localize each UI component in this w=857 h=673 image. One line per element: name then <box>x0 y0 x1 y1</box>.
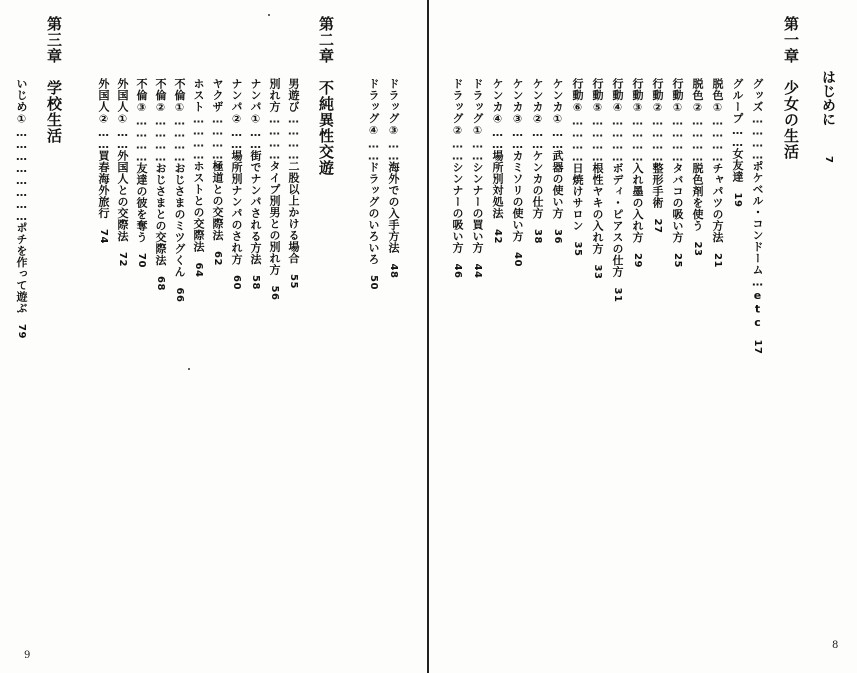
toc-entry-label: 行動② <box>651 78 664 115</box>
toc-entry-page: 48 <box>388 263 399 279</box>
page-number-left: 9 <box>24 650 31 661</box>
toc-entry-topic: 入れ墨の入れ方 <box>631 162 644 243</box>
leader-dots: ………… <box>173 114 186 163</box>
toc-entry <box>652 78 663 233</box>
toc-entry <box>250 78 261 290</box>
toc-entry-topic: 場所別ナンパのされ方 <box>230 150 243 265</box>
toc-entry-label: 不倫① <box>173 78 186 115</box>
toc-entry-label: 不倫③ <box>135 78 148 115</box>
toc-entry-page: 62 <box>212 251 223 266</box>
leader-dots: …… <box>491 126 504 150</box>
toc-entry-page: 42 <box>492 229 503 244</box>
toc-entry <box>98 78 109 244</box>
toc-entry-page: 70 <box>136 253 147 268</box>
toc-entry-label: ケンカ② <box>531 78 544 126</box>
stray-mark <box>268 14 270 16</box>
toc-entry-page: 23 <box>692 241 703 257</box>
leader-dots: ………… <box>691 114 704 163</box>
toc-entry-topic: 整形手術 <box>651 162 664 209</box>
leader-dots: ………… <box>192 112 205 161</box>
leader-dots: …… <box>731 124 744 148</box>
toc-entry-label: 行動④ <box>611 78 624 115</box>
intro-page: 7 <box>823 156 834 163</box>
leader-dots: ………… <box>631 114 644 163</box>
toc-entry-label: ケンカ① <box>551 78 564 126</box>
leader-dots: …… <box>387 137 400 162</box>
toc-entry-label: ナンパ② <box>230 78 243 126</box>
toc-entry <box>492 78 503 244</box>
leader-dots: ………… <box>651 114 664 163</box>
toc-entry <box>732 78 743 207</box>
toc-entry-page: 31 <box>612 287 623 303</box>
stray-mark <box>188 368 190 370</box>
toc-entry-label: ケンカ③ <box>511 78 524 126</box>
toc-entry-label: 脱色① <box>711 78 724 115</box>
toc-entry <box>592 78 603 279</box>
toc-entry <box>572 78 583 256</box>
toc-entry-label: 別れ方 <box>268 78 281 113</box>
toc-entry-label: 外国人② <box>97 78 110 126</box>
toc-entry-label: ホスト <box>192 78 205 113</box>
leader-dots: ………… <box>571 114 584 163</box>
toc-entry-page: 33 <box>592 264 603 280</box>
toc-entry <box>16 78 27 339</box>
right-page <box>430 0 857 673</box>
toc-entry-label: 男遊び <box>287 78 300 113</box>
toc-entry <box>632 78 643 268</box>
toc-entry-page: 21 <box>712 253 723 268</box>
toc-entry-label: ヤクザ <box>211 78 224 113</box>
leader-dots: ………… <box>268 112 281 161</box>
toc-entry-page: 56 <box>269 285 280 301</box>
toc-entry-page: 38 <box>532 229 543 244</box>
toc-entry <box>512 78 523 267</box>
leader-dots: ………… <box>751 112 764 161</box>
toc-entry <box>612 78 623 302</box>
toc-entry-topic: シンナーの買い方 <box>471 161 484 254</box>
toc-entry <box>672 78 683 268</box>
toc-entry-label: 行動③ <box>631 78 644 115</box>
toc-entry-page: 17 <box>752 339 763 355</box>
intro-entry <box>820 70 836 163</box>
toc-entry-topic: ケンカの仕方 <box>531 150 544 219</box>
leader-dots: …… <box>230 126 243 150</box>
toc-entry <box>193 78 204 277</box>
toc-entry-page: 55 <box>288 274 299 289</box>
toc-entry-topic: 外国人との交際法 <box>116 150 129 242</box>
toc-entry-page: 19 <box>732 192 743 208</box>
toc-entry-label: ケンカ④ <box>491 78 504 126</box>
chapter1-heading: 第一章 <box>782 16 800 64</box>
leader-dots: ………… <box>671 114 684 163</box>
toc-entry <box>136 78 147 268</box>
leader-dots: …………………… <box>15 126 28 222</box>
toc-entry-page: 44 <box>472 263 483 279</box>
toc-entry-label: 行動① <box>671 78 684 115</box>
toc-entry-topic: おじさまのミツグくん <box>173 162 186 278</box>
toc-entry-topic: 脱色剤を使う <box>691 162 704 232</box>
toc-entry-label: 脱色② <box>691 78 704 115</box>
leader-dots: …… <box>116 126 129 150</box>
leader-dots: ………… <box>591 114 604 163</box>
leader-dots: ………… <box>211 112 224 161</box>
leader-dots: …… <box>551 126 564 150</box>
chapter2-title: 不純異性交遊 <box>317 80 335 176</box>
toc-entry-label: 行動⑤ <box>591 78 604 115</box>
leader-dots: …… <box>471 137 484 162</box>
toc-entry-topic: 武器の使い方 <box>551 150 564 219</box>
toc-entry-topic: タバコの吸い方 <box>671 162 684 243</box>
toc-entry-topic: 根性ヤキの入れ方 <box>591 162 604 255</box>
leader-dots: …… <box>249 126 262 150</box>
toc-entry-topic: 二股以上かける場合 <box>287 160 300 264</box>
toc-entry <box>288 78 299 289</box>
toc-entry <box>231 78 242 290</box>
toc-entry <box>212 78 223 266</box>
leader-dots: ………… <box>135 114 148 163</box>
toc-entry-page: 25 <box>672 253 683 268</box>
toc-entry-topic: ポケベル・コンドーム…etc <box>751 160 764 330</box>
toc-entry-page: 68 <box>155 276 166 291</box>
toc-entry-page: 74 <box>98 229 109 244</box>
toc-entry-topic: 場所別対処法 <box>491 150 504 219</box>
toc-entry-page: 35 <box>572 241 583 257</box>
toc-entry-topic: 街でナンパされる方法 <box>249 150 262 265</box>
toc-entry-topic: タイプ別男との別れ方 <box>268 160 281 276</box>
toc-entry-topic: ドラッグのいろいろ <box>367 161 380 265</box>
chapter3-title: 学校生活 <box>45 80 63 144</box>
toc-entry-page: 29 <box>632 253 643 268</box>
toc-entry-label: グループ <box>731 78 744 124</box>
toc-entry <box>752 78 763 354</box>
toc-entry-topic: ポチを作って遊ぶ <box>15 222 28 314</box>
toc-entry-topic: シンナーの吸い方 <box>451 161 464 254</box>
toc-entry-page: 58 <box>250 275 261 290</box>
leader-dots: ………… <box>711 114 724 163</box>
toc-entry <box>532 78 543 244</box>
toc-entry <box>368 78 379 290</box>
left-page <box>0 0 428 673</box>
toc-entry-label: 外国人① <box>116 78 129 126</box>
leader-dots: ………… <box>611 114 624 163</box>
toc-entry <box>117 78 128 267</box>
toc-entry-page: 64 <box>193 262 204 278</box>
toc-entry <box>174 78 185 302</box>
toc-entry-page: 36 <box>552 229 563 244</box>
toc-entry-label: 行動⑥ <box>571 78 584 115</box>
chapter1-title: 少女の生活 <box>782 80 800 160</box>
toc-entry-label: いじめ① <box>15 78 28 126</box>
leader-dots: …… <box>451 137 464 162</box>
toc-entry-topic: ホストとの交際法 <box>192 160 205 253</box>
toc-entry-label: ドラッグ② <box>451 78 464 138</box>
toc-entry-topic: 日焼けサロン <box>571 162 584 232</box>
toc-entry <box>472 78 483 278</box>
toc-entry-topic: カミソリの使い方 <box>511 150 524 242</box>
toc-entry-page: 27 <box>652 218 663 234</box>
leader-dots: ………… <box>154 114 167 163</box>
toc-entry <box>155 78 166 291</box>
leader-dots: …… <box>531 126 544 150</box>
toc-entry-page: 66 <box>174 287 185 303</box>
toc-entry <box>269 78 280 300</box>
toc-entry <box>388 78 399 278</box>
leader-dots: …… <box>97 126 110 150</box>
toc-entry <box>692 78 703 256</box>
intro-label: はじめに <box>820 70 836 126</box>
toc-entry-topic: 買春海外旅行 <box>97 150 110 219</box>
leader-dots: …… <box>367 137 380 162</box>
toc-entry-page: 40 <box>512 252 523 267</box>
toc-entry-page: 50 <box>368 275 379 290</box>
toc-entry-topic: チャパツの方法 <box>711 162 724 243</box>
toc-entry-page: 46 <box>452 263 463 279</box>
toc-entry-topic: 友達の彼を奪う <box>135 162 148 243</box>
toc-entry-label: ドラッグ④ <box>367 78 380 138</box>
chapter3-heading: 第三章 <box>45 16 63 64</box>
toc-entry-page: 79 <box>16 324 27 339</box>
toc-entry-page: 72 <box>117 252 128 267</box>
toc-entry-label: ドラッグ① <box>471 78 484 138</box>
toc-entry-topic: おじさまとの交際法 <box>154 162 167 266</box>
page-number-right: 8 <box>832 640 839 651</box>
toc-entry-label: ナンパ① <box>249 78 262 126</box>
toc-entry-topic: 女友達 <box>731 148 744 183</box>
toc-entry-label: 不倫② <box>154 78 167 115</box>
toc-entry <box>712 78 723 268</box>
toc-entry <box>552 78 563 244</box>
leader-dots: ………… <box>287 112 300 161</box>
toc-entry <box>452 78 463 278</box>
toc-entry-topic: 海外での入手方法 <box>387 161 400 254</box>
toc-entry-topic: ボディ・ピアスの仕方 <box>611 162 624 278</box>
chapter2-heading: 第二章 <box>317 16 335 64</box>
toc-entry-label: ドラッグ③ <box>387 78 400 138</box>
leader-dots: …… <box>511 126 524 150</box>
toc-entry-page: 60 <box>231 275 242 290</box>
toc-entry-label: グッズ <box>751 78 764 113</box>
toc-entry-topic: 極道との交際法 <box>211 160 224 241</box>
